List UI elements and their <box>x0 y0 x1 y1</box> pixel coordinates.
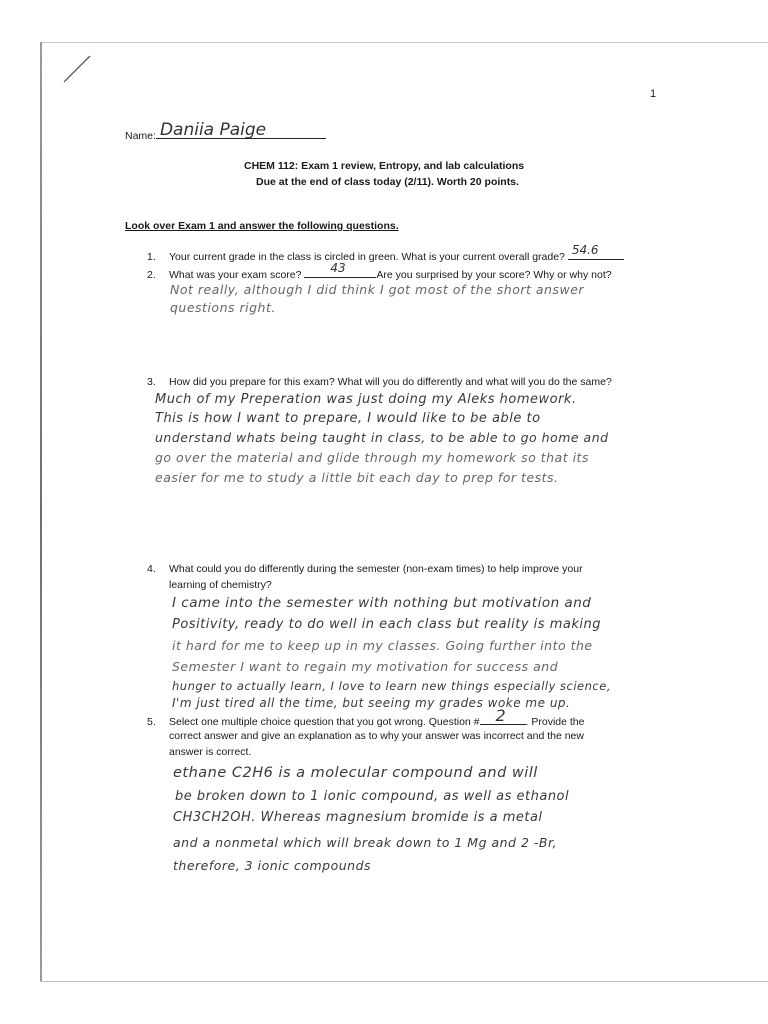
question-4-answer-line-2: Positivity, ready to do well in each class but reality is making <box>172 617 601 632</box>
question-4-answer-line-5: hunger to actually learn, I love to learn new things especially science, <box>172 679 611 693</box>
question-5-question-number: 2 <box>495 706 506 725</box>
question-5-text-line-3: answer is correct. <box>169 746 252 758</box>
question-4-text-line-2: learning of chemistry? <box>169 579 272 591</box>
question-1-text: Your current grade in the class is circled in green. What is your current overall grade? <box>169 251 565 263</box>
question-3-text: How did you prepare for this exam? What will you do differently and what will you do the same? <box>169 376 612 388</box>
question-5-number: 5. <box>147 716 156 728</box>
page-number: 1 <box>650 88 657 100</box>
name-line <box>156 120 326 140</box>
question-4-answer-line-3: it hard for me to keep up in my classes. Going further into the <box>172 638 593 653</box>
question-4-number: 4. <box>147 563 156 575</box>
question-1-answer-line <box>568 243 624 260</box>
title-line-1: CHEM 112: Exam 1 review, Entropy, and lab calculations <box>244 160 525 172</box>
question-2-text-before: What was your exam score? <box>169 269 302 281</box>
title-line-2: Due at the end of class today (2/11). Worth 20 points. <box>256 176 519 188</box>
question-3-number: 3. <box>147 376 156 388</box>
check-mark-icon <box>60 52 94 86</box>
question-5-answer-line-2: be broken down to 1 ionic compound, as well as ethanol <box>175 789 570 804</box>
question-5-answer-line-4: and a nonmetal which will break down to 1 Mg and 2 -Br, <box>173 835 557 850</box>
student-name: Daniia Paige <box>159 120 267 140</box>
question-5-text-before: Select one multiple choice question that you got wrong. Question # <box>169 716 480 728</box>
question-4-answer-line-6: I'm just tired all the time, but seeing my grades woke me up. <box>172 696 571 710</box>
question-3-answer-line-1: Much of my Preperation was just doing my Aleks homework. <box>155 392 577 407</box>
question-5-answer-line-5: therefore, 3 ionic compounds <box>173 858 372 873</box>
question-5 <box>147 706 585 730</box>
question-1-number: 1. <box>147 251 156 263</box>
question-3-answer-line-4: go over the material and glide through my homework so that its <box>155 450 589 465</box>
question-5-answer-line-3: CH3CH2OH. Whereas magnesium bromide is a metal <box>173 810 543 825</box>
document-title <box>244 158 544 190</box>
question-3-answer-line-3: understand whats being taught in class, to be able to go home and <box>155 430 609 445</box>
question-2-score: 43 <box>330 261 346 275</box>
question-5-text-line-2: correct answer and give an explanation as to why your answer was incorrect and the new <box>169 730 584 742</box>
scan-edge-left <box>40 42 42 982</box>
name-label: Name: <box>125 130 156 142</box>
question-4-answer-line-4: Semester I want to regain my motivation for success and <box>172 659 559 674</box>
question-1-answer: 54.6 <box>571 243 599 257</box>
question-1 <box>147 243 624 265</box>
question-2-answer-line-1: Not really, although I did think I got most of the short answer <box>170 282 585 297</box>
question-4 <box>147 562 583 577</box>
question-2 <box>147 261 612 283</box>
question-3-answer-line-5: easier for me to study a little bit each day to prep for tests. <box>155 470 559 485</box>
instructions-heading: Look over Exam 1 and answer the following questions. <box>125 220 399 232</box>
question-2-text-after: Are you surprised by your score? Why or why not? <box>376 269 612 281</box>
question-5-answer-line-1: ethane C2H6 is a molecular compound and will <box>173 765 538 781</box>
question-2-score-line <box>304 261 376 278</box>
question-2-number: 2. <box>147 269 156 281</box>
question-4-answer-line-1: I came into the semester with nothing but motivation and <box>172 595 592 611</box>
question-4-text-line-1: What could you do differently during the semester (non-exam times) to help improve your <box>169 563 583 575</box>
scan-edge-top <box>40 42 768 43</box>
question-5-text-after: . Provide the <box>525 716 585 728</box>
name-row <box>125 120 326 144</box>
scan-edge-bottom <box>40 981 768 982</box>
question-5-number-line <box>480 706 526 725</box>
question-3 <box>147 375 612 390</box>
question-3-answer-line-2: This is how I want to prepare, I would like to be able to <box>155 411 541 426</box>
question-2-answer-line-2: questions right. <box>170 300 276 315</box>
